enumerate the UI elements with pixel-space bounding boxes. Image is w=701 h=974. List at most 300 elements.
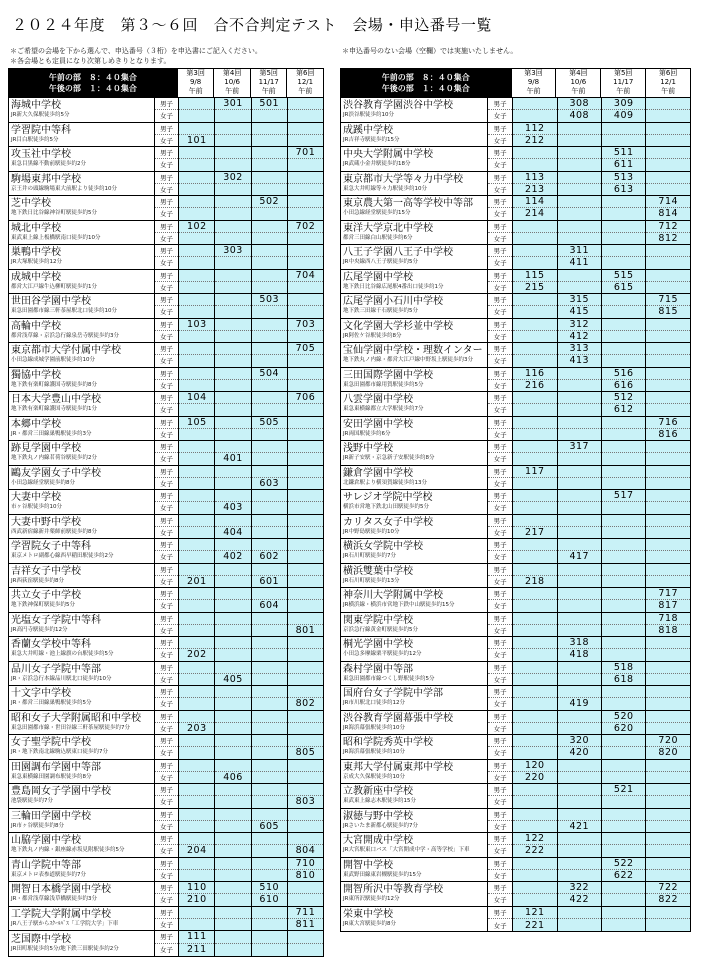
girls-application-number [288,527,323,538]
girls-application-number: 403 [223,502,243,514]
girls-label: 女子 [159,430,173,439]
session-4-cell [558,490,602,514]
session-4-cell [558,637,602,661]
boys-label: 男子 [155,441,178,453]
boys-application-number [288,539,323,551]
session-5-cell [252,147,288,171]
boys-label: 男子 [155,735,178,747]
school-cell [9,539,155,563]
session-5-cell [252,515,288,539]
school-name: 大妻中野中学校 [11,516,81,528]
boys-application-number [215,931,250,944]
girls-application-number [602,331,645,342]
girls-application-number [179,772,214,783]
girls-application-number [558,453,601,464]
session-5-cell [602,613,646,637]
session-5-cell [602,637,646,661]
boys-application-number [646,147,689,159]
school-access: JR吉祥寺駅徒歩約15分 [343,136,400,143]
school-access: 東急大井町線・池上線旗の台駅徒歩約5分 [11,651,114,658]
gender-labels [155,637,179,661]
session-6-cell [646,319,689,343]
session-4-cell [215,784,251,808]
gender-labels [155,343,179,367]
girls-application-number: 402 [223,551,243,563]
girls-application-number [252,453,287,464]
boys-application-number: 522 [602,858,645,870]
boys-label: 男子 [488,760,512,772]
session-6-cell [288,662,323,686]
session-3-cell [513,98,557,122]
girls-application-number [602,502,645,513]
school-access: 小田急線経堂駅徒歩約8分 [11,479,76,486]
gender-labels [155,270,179,294]
session-6-cell [646,662,689,686]
school-row [9,123,323,148]
boys-application-number [252,858,287,870]
boys-application-number [646,539,689,551]
girls-application-number [215,919,250,930]
session-5-cell [602,319,646,343]
girls-application-number [179,282,214,293]
session-5-cell [602,98,646,122]
girls-application-number [646,649,689,660]
session-3-cell [179,760,215,784]
school-access: 京王井の頭線駒場東大前駅より徒歩約10分 [11,185,117,192]
school-name: 光塩女子学院中等科 [11,614,101,626]
gender-labels [488,172,513,196]
girls-application-number: 815 [658,306,679,318]
boys-application-number [513,539,556,551]
school-row [341,147,690,172]
girls-application-number [646,331,689,342]
boys-application-number [252,711,287,723]
note-blank-venue: ＊申込番号のない会場（空欄）では実施いたしません。 [342,47,518,55]
boys-application-number [252,686,287,698]
gender-labels [155,662,179,686]
gender-labels [488,711,513,735]
session-3-cell [513,637,557,661]
session-3-cell [513,784,557,808]
gender-labels [488,319,513,343]
boys-application-number [288,711,323,723]
school-row [9,466,323,491]
girls-label: 女子 [493,822,507,831]
boys-application-number [558,515,601,527]
session-4-cell [215,417,251,441]
session-4-cell [215,539,251,563]
session-4-cell [215,613,251,637]
session-3-cell [179,662,215,686]
school-cell [341,539,488,563]
session-6-cell [646,368,689,392]
girls-label: 女子 [493,234,507,243]
session-round: 第4回 [569,69,588,77]
boys-application-number: 505 [252,417,287,429]
girls-application-number [179,674,214,685]
boys-application-number [215,564,250,576]
girls-application-number [215,894,250,905]
gender-labels [488,686,513,710]
school-access: 小田急線成城学園前駅徒歩約10分 [11,357,95,364]
session-4-cell [558,907,602,932]
session-3-cell [513,123,557,147]
school-cell [341,490,488,514]
boys-application-number [252,662,287,674]
girls-application-number [558,380,601,391]
session-5-cell [252,172,288,196]
girls-application-number: 805 [295,747,316,759]
school-name: 立教新座中学校 [343,786,413,798]
girls-application-number [602,772,645,783]
boys-application-number [288,637,323,649]
session-3-cell [513,319,557,343]
school-name: カリタス女子中学校 [343,516,433,528]
girls-application-number [646,159,689,170]
school-name: 学習院女子中等科 [11,541,91,553]
girls-application-number [288,306,323,317]
school-access: 都営浅草線・京浜急行線泉岳寺駅徒歩約3分 [11,332,120,339]
girls-label: 女子 [159,822,173,831]
boys-application-number: 521 [602,784,645,796]
girls-application-number: 419 [569,698,590,710]
school-access: JR東所沢駅徒歩約12分 [343,896,400,903]
girls-application-number: 213 [524,183,545,195]
session-5-cell [252,858,288,882]
school-access: JR市川駅北口徒歩約12分 [343,700,405,707]
boys-application-number [602,907,645,920]
session-3-cell [179,711,215,735]
school-name: 横浜雙葉中学校 [343,565,413,577]
session-4-cell [558,221,602,245]
session-5-cell [602,564,646,588]
girls-label: 女子 [159,920,173,929]
girls-application-number: 611 [613,159,634,171]
session-round: 第3回 [186,69,205,77]
school-cell [341,245,488,269]
gender-labels [155,368,179,392]
session-5-cell [602,270,646,294]
session-5-cell [602,515,646,539]
boys-application-number [602,564,645,576]
boys-application-number [252,931,287,944]
girls-application-number [602,649,645,660]
school-cell [341,172,488,196]
session-5-cell [602,735,646,759]
session-3-cell [513,686,557,710]
boys-application-number [602,686,645,698]
boys-application-number [558,833,601,845]
girls-label: 女子 [493,381,507,390]
girls-application-number [252,845,287,856]
school-cell [9,931,155,956]
school-cell [9,368,155,392]
school-cell [341,613,488,637]
school-cell [9,515,155,539]
session-6-cell [646,221,689,245]
boys-application-number [252,245,287,257]
girls-application-number [602,453,645,464]
school-row [9,417,323,442]
note-capacity: ＊各会場とも定員になり次第しめきりとなります。 [10,57,171,65]
girls-application-number [215,649,250,660]
boys-application-number [602,245,645,257]
gender-labels [488,564,513,588]
session-6-cell [646,858,689,882]
session-date: 11/17 [613,78,634,86]
boys-application-number [179,858,214,870]
school-cell [341,392,488,416]
boys-label: 男子 [155,784,178,796]
school-cell [9,221,155,245]
school-name: 山脇学園中学校 [11,835,81,847]
girls-application-number [288,502,323,513]
boys-application-number [252,907,287,919]
gender-labels [488,662,513,686]
morning-time: 午前の部 ８：４０集合 [48,73,137,82]
session-4-cell [215,882,251,906]
girls-application-number [558,135,601,146]
session-4-cell [215,466,251,490]
boys-application-number: 115 [513,270,556,282]
boys-application-number [646,441,689,453]
gender-labels [155,392,179,416]
girls-label: 女子 [159,455,173,464]
boys-application-number [179,368,214,380]
girls-application-number [252,870,287,881]
session-5-cell [602,809,646,833]
session-5-cell [602,245,646,269]
girls-application-number [288,257,323,268]
girls-label: 女子 [159,528,173,537]
school-cell [9,172,155,196]
school-access: 東京メトロ副都心線西早稲田駅徒歩約2分 [11,553,114,560]
school-row [9,539,323,564]
boys-label: 男子 [488,392,512,404]
girls-application-number [513,355,556,366]
school-access: 京成大久保駅徒歩約10分 [343,773,405,780]
boys-application-number [179,343,214,355]
girls-application-number: 412 [569,330,590,342]
session-header-4 [214,69,251,97]
boys-application-number [513,637,556,649]
gender-labels [488,466,513,490]
session-4-cell [215,637,251,661]
boys-application-number [215,613,250,625]
school-name: 成城中学校 [11,271,61,283]
school-cell [9,564,155,588]
session-3-cell [513,809,557,833]
boys-application-number [602,760,645,772]
boys-application-number: 703 [288,319,323,331]
school-cell [341,270,488,294]
gender-labels [155,196,179,220]
girls-application-number [179,331,214,342]
boys-application-number [602,539,645,551]
school-row [9,98,323,123]
girls-label: 女子 [493,406,507,415]
girls-application-number [513,698,556,709]
boys-label: 男子 [488,319,512,331]
session-5-cell [252,637,288,661]
girls-label: 女子 [159,651,173,660]
girls-label: 女子 [159,896,173,905]
school-cell [9,196,155,220]
boys-application-number [646,319,689,331]
session-3-cell [513,858,557,882]
boys-application-number: 715 [646,294,689,306]
boys-application-number: 502 [252,196,287,208]
girls-application-number [179,600,214,611]
girls-label: 女子 [159,112,173,121]
boys-application-number [558,564,601,576]
school-cell [9,662,155,686]
school-row [341,564,690,589]
school-name: 鎌倉学園中学校 [343,467,413,479]
girls-application-number [215,404,250,415]
school-row [9,858,323,883]
session-6-cell [646,637,689,661]
girls-application-number [558,772,601,783]
boys-label: 男子 [488,711,512,723]
school-cell [341,196,488,220]
school-access: 地下鉄有楽町線護国寺駅徒歩約1分 [11,406,98,413]
gender-labels [155,931,179,956]
session-4-cell [558,294,602,318]
school-row [341,833,690,858]
session-3-cell [513,368,557,392]
session-6-cell [288,760,323,784]
school-row [341,760,690,785]
gender-labels [155,466,179,490]
school-access: 地下鉄三田線千石駅徒歩約5分 [343,308,419,315]
school-row [9,637,323,662]
school-access: JR石川町駅徒歩約13分 [343,577,400,584]
girls-application-number [646,453,689,464]
session-6-cell [646,907,689,932]
girls-application-number [558,625,601,636]
girls-application-number [252,674,287,685]
girls-application-number [215,233,250,244]
session-6-cell [646,882,689,906]
session-5-cell [252,392,288,416]
session-6-cell [646,613,689,637]
session-round: 第6回 [296,69,315,77]
session-6-cell [288,245,323,269]
girls-application-number [602,747,645,758]
girls-label: 女子 [159,577,173,586]
gender-labels [155,245,179,269]
girls-label: 女子 [493,430,507,439]
girls-application-number: 816 [658,428,679,440]
school-cell [341,123,488,147]
session-4-cell [558,686,602,710]
session-5-cell [602,539,646,563]
session-4-cell [558,245,602,269]
boys-application-number [215,196,250,208]
school-name: 安田学園中学校 [343,418,413,430]
girls-application-number [252,747,287,758]
session-5-cell [602,588,646,612]
session-5-cell [252,833,288,857]
boys-application-number: 320 [558,735,601,747]
girls-label: 女子 [493,210,507,219]
session-6-cell [646,539,689,563]
boys-application-number [252,588,287,600]
girls-application-number [602,233,645,244]
boys-application-number: 322 [558,882,601,894]
boys-label: 男子 [488,270,512,282]
session-4-cell [558,196,602,220]
school-name: 横浜女学院中学校 [343,541,423,553]
session-6-cell [288,343,323,367]
girls-application-number [602,429,645,440]
school-name: 昭和学院秀英中学校 [343,737,433,749]
boys-application-number [602,319,645,331]
boys-application-number [252,172,287,184]
boys-application-number [646,123,689,135]
session-6-cell [288,221,323,245]
girls-application-number: 802 [295,698,316,710]
school-cell [341,686,488,710]
boys-application-number [646,343,689,355]
boys-application-number: 312 [558,319,601,331]
session-6-cell [646,588,689,612]
boys-application-number: 511 [602,147,645,159]
school-name: 神奈川大学附属中学校 [343,590,443,602]
girls-application-number [179,233,214,244]
session-5-cell [602,343,646,367]
session-6-cell [646,98,689,122]
boys-application-number [288,784,323,796]
session-3-cell [513,588,557,612]
session-round: 第5回 [259,69,278,77]
session-3-cell [179,907,215,931]
boys-application-number [513,147,556,159]
school-cell [341,98,488,122]
gender-labels [488,123,513,147]
school-name: 森村学園中等部 [343,663,413,675]
school-name: 香蘭女学校中等科 [11,639,91,651]
girls-application-number: 620 [613,722,634,734]
session-3-cell [179,882,215,906]
session-5-cell [252,270,288,294]
session-6-cell [646,392,689,416]
girls-application-number [215,208,250,219]
girls-application-number [288,944,323,956]
school-row [9,882,323,907]
girls-label: 女子 [493,700,507,709]
session-6-cell [288,784,323,808]
gender-labels [488,441,513,465]
girls-application-number [602,576,645,587]
girls-application-number [602,919,645,931]
gender-labels [488,613,513,637]
session-6-cell [646,343,689,367]
school-row [341,172,690,197]
boys-application-number [179,833,214,845]
boys-application-number [179,711,214,723]
session-5-cell [252,343,288,367]
school-access: JR八王子駅からｽｸｰﾙﾊﾞｽ「工学院大学」下車 [11,920,119,927]
school-row [9,784,323,809]
boys-application-number: 704 [288,270,323,282]
boys-application-number [558,907,601,920]
session-header-5 [601,69,646,97]
session-3-cell [179,343,215,367]
girls-application-number [513,796,556,807]
boys-application-number [558,221,601,233]
